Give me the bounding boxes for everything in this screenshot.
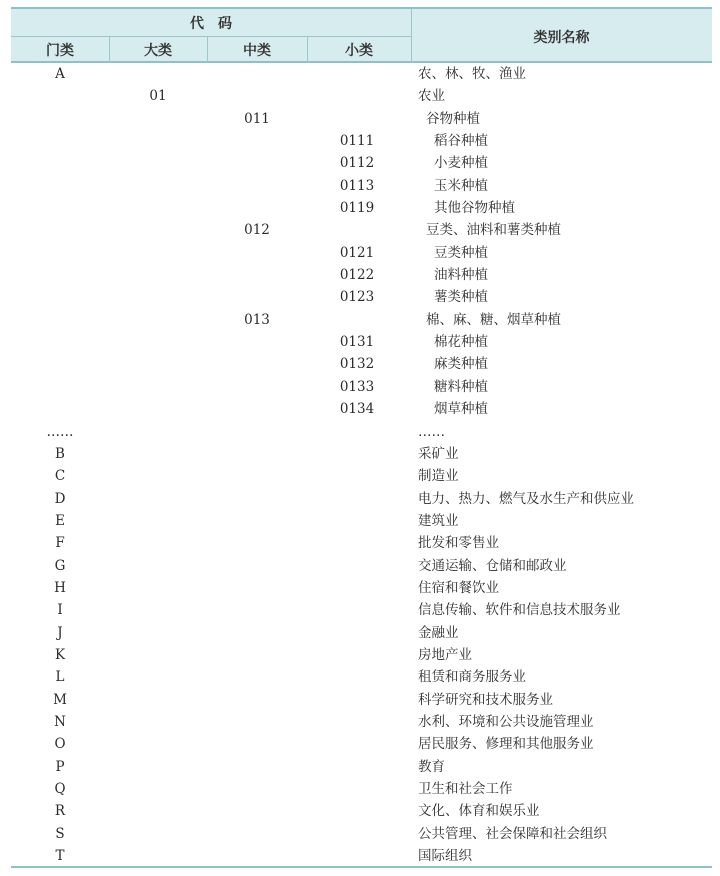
- cell-zhong: 012: [244, 222, 270, 239]
- cell-zhong: 011: [244, 110, 270, 127]
- table-row: [11, 599, 712, 621]
- table-row: [11, 175, 712, 197]
- cell-xiao: 0134: [339, 401, 375, 418]
- cell-men: H: [54, 579, 66, 596]
- table-row: [11, 845, 712, 867]
- cell-name: 批发和零售业: [418, 535, 499, 552]
- cell-name: 科学研究和技术服务业: [418, 691, 553, 708]
- cell-xiao: 0119: [339, 200, 375, 217]
- table-row: [11, 577, 712, 599]
- cell-men: O: [54, 736, 66, 753]
- cell-name: 住宿和餐饮业: [418, 579, 499, 596]
- cell-name: 棉花种植: [434, 334, 488, 351]
- cell-name: 农业: [418, 88, 445, 105]
- cell-name: 制造业: [418, 468, 459, 485]
- header-da: 大类: [144, 43, 172, 59]
- cell-men: R: [54, 803, 66, 820]
- cell-zhong: 013: [244, 311, 270, 328]
- cell-men: K: [54, 646, 66, 663]
- cell-men: F: [55, 535, 65, 552]
- header-name: 类别名称: [533, 30, 590, 46]
- table-row: [11, 242, 712, 264]
- cell-name: 采矿业: [418, 445, 459, 462]
- cell-name: 薯类种植: [434, 289, 488, 306]
- table-row: [11, 666, 712, 688]
- table-bottom-rule: [11, 866, 712, 868]
- cell-name: 谷物种植: [426, 110, 480, 127]
- table-row: [11, 398, 712, 420]
- cell-da: 01: [149, 88, 167, 105]
- cell-name: 棉、麻、糖、烟草种植: [426, 311, 561, 328]
- table-row: [11, 443, 712, 465]
- table-row: [11, 421, 712, 443]
- table-row: [11, 644, 712, 666]
- cell-men: J: [57, 624, 63, 641]
- header-sep-1: [109, 36, 110, 63]
- cell-name: 公共管理、社会保障和社会组织: [418, 825, 607, 842]
- cell-men: P: [55, 758, 65, 775]
- cell-xiao: 0131: [339, 334, 375, 351]
- cell-name: 玉米种植: [434, 177, 488, 194]
- table-row: [11, 376, 712, 398]
- cell-men: L: [55, 669, 65, 686]
- header-code: 代 码: [190, 16, 232, 32]
- table-row: [11, 219, 712, 241]
- cell-xiao: 0123: [339, 289, 375, 306]
- table-header: [11, 7, 712, 63]
- header-zhong: 中类: [243, 43, 271, 59]
- table-row: [11, 823, 712, 845]
- header-xiao: 小类: [345, 43, 373, 59]
- cell-name: 文化、体育和娱乐业: [418, 803, 540, 820]
- cell-men: C: [54, 468, 66, 485]
- cell-name: 国际组织: [418, 848, 472, 865]
- cell-name: 油料种植: [434, 267, 488, 284]
- table-row: [11, 711, 712, 733]
- cell-xiao: 0111: [339, 133, 375, 150]
- cell-name: 小麦种植: [434, 155, 488, 172]
- table-row: [11, 152, 712, 174]
- cell-name: 烟草种植: [434, 401, 488, 418]
- cell-men: A: [55, 66, 65, 82]
- cell-name: 金融业: [418, 624, 459, 641]
- cell-men: I: [57, 602, 63, 619]
- cell-name: 稻谷种植: [434, 133, 488, 150]
- cell-name: ……: [418, 423, 445, 440]
- cell-xiao: 0133: [339, 378, 375, 395]
- table-row: [11, 286, 712, 308]
- cell-name: 豆类种植: [434, 244, 488, 261]
- cell-xiao: 0122: [339, 267, 375, 284]
- table-row: [11, 309, 712, 331]
- cell-men: Q: [54, 781, 66, 797]
- header-sep-4: [411, 9, 412, 63]
- table-row: [11, 510, 712, 532]
- table-body: [11, 63, 712, 867]
- cell-name: 电力、热力、燃气及水生产和供应业: [418, 490, 634, 507]
- cell-men: S: [55, 825, 65, 842]
- cell-xiao: 0113: [339, 177, 375, 194]
- table-row: [11, 197, 712, 219]
- cell-men: E: [55, 512, 65, 529]
- cell-name: 麻类种植: [434, 356, 488, 373]
- table-row: [11, 85, 712, 107]
- cell-name: 农、林、牧、渔业: [418, 66, 526, 82]
- table-row: [11, 532, 712, 554]
- header-sep-3: [307, 36, 308, 63]
- table-row: [11, 622, 712, 644]
- cell-name: 租赁和商务服务业: [418, 669, 526, 686]
- cell-name: 糖料种植: [434, 378, 488, 395]
- table-row: [11, 108, 712, 130]
- cell-name: 其他谷物种植: [434, 200, 515, 217]
- cell-name: 交通运输、仓储和邮政业: [418, 557, 567, 574]
- cell-name: 居民服务、修理和其他服务业: [418, 736, 594, 753]
- cell-men: ……: [46, 423, 74, 440]
- header-divider: [11, 36, 411, 37]
- table-row: [11, 555, 712, 577]
- cell-name: 信息传输、软件和信息技术服务业: [418, 602, 621, 619]
- header-sep-2: [207, 36, 208, 63]
- table-row: [11, 264, 712, 286]
- cell-name: 水利、环境和公共设施管理业: [418, 713, 594, 730]
- cell-xiao: 0121: [339, 244, 375, 261]
- cell-name: 建筑业: [418, 512, 459, 529]
- cell-men: N: [54, 713, 66, 730]
- cell-men: B: [55, 445, 65, 462]
- cell-name: 卫生和社会工作: [418, 781, 513, 797]
- cell-name: 教育: [418, 758, 445, 775]
- cell-xiao: 0112: [339, 155, 375, 172]
- table-row: [11, 331, 712, 353]
- table-row: [11, 353, 712, 375]
- cell-name: 豆类、油料和薯类种植: [426, 222, 561, 239]
- table-row: [11, 756, 712, 778]
- cell-xiao: 0132: [339, 356, 375, 373]
- table-row: [11, 465, 712, 487]
- cell-men: T: [55, 848, 65, 865]
- table-row: [11, 733, 712, 755]
- table-row: [11, 800, 712, 822]
- table-row: [11, 689, 712, 711]
- header-men: 门类: [46, 43, 74, 59]
- table-row: [11, 130, 712, 152]
- table-row: [11, 488, 712, 510]
- cell-men: M: [53, 691, 67, 708]
- cell-men: D: [54, 490, 66, 507]
- cell-name: 房地产业: [418, 646, 472, 663]
- table-row: [11, 778, 712, 800]
- table-row: [11, 63, 712, 85]
- cell-men: G: [54, 557, 66, 574]
